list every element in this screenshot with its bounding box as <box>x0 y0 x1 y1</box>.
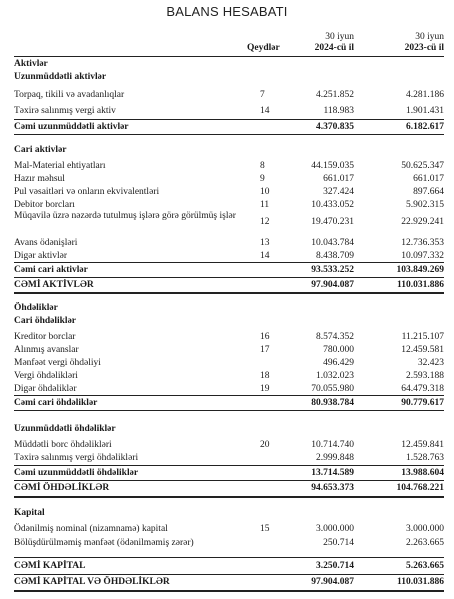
row-note: 13 <box>260 238 270 248</box>
row-value-2024: 80.938.784 <box>311 398 354 408</box>
divider <box>14 134 444 135</box>
row-note: 11 <box>260 200 270 210</box>
row-label: Müddətli borc öhdəlikləri <box>14 440 112 450</box>
row-note: 19 <box>260 384 270 394</box>
row-value-2023: 4.281.186 <box>406 90 444 100</box>
row-note: 18 <box>260 371 270 381</box>
table-row <box>14 236 444 250</box>
row-label: Cəmi uzunmüddətli aktivlər <box>14 122 129 132</box>
column-header-2024-year: 2024-cü il <box>314 43 354 53</box>
divider <box>14 292 444 294</box>
row-value-2024: 8.574.352 <box>316 332 354 342</box>
row-label: CƏMİ AKTİVLƏR <box>14 280 94 290</box>
table-row <box>14 211 444 237</box>
table-row <box>14 330 444 344</box>
row-value-2024: 3.250.714 <box>316 561 354 571</box>
table-row-total <box>14 120 444 134</box>
row-value-2023: 103.849.269 <box>396 265 444 275</box>
table-row-total <box>14 466 444 480</box>
row-value-2024: 3.000.000 <box>316 524 354 534</box>
row-value-2023: 5.263.665 <box>406 561 444 571</box>
row-value-2023: 32.423 <box>417 358 444 368</box>
row-value-2023: 1.528.763 <box>406 453 444 463</box>
row-value-2024: 97.904.087 <box>311 577 354 587</box>
row-note: 7 <box>260 90 265 100</box>
row-label: Digər öhdəliklər <box>14 384 77 394</box>
row-label: CƏMİ KAPİTAL <box>14 561 86 571</box>
row-value-2024: 661.017 <box>323 174 354 184</box>
row-value-2023: 10.097.332 <box>401 251 444 261</box>
divider <box>14 590 444 592</box>
row-value-2023: 3.000.000 <box>406 524 444 534</box>
row-value-2023: 2.593.188 <box>406 371 444 381</box>
column-header-2024-date: 30 iyun <box>325 32 354 42</box>
row-label: Digər aktivlər <box>14 251 68 261</box>
column-header-2023 <box>370 32 444 54</box>
table-row-total <box>14 263 444 277</box>
column-header-2024 <box>290 32 354 54</box>
row-label: Bölüşdürülməmiş mənfəət (ödənilməmiş zərər) <box>14 538 194 548</box>
table-row-grand-total <box>14 481 444 495</box>
row-value-2023: 12.459.581 <box>401 345 444 355</box>
row-label: Debitor borcları <box>14 200 75 210</box>
row-value-2024: 10.433.052 <box>311 200 354 210</box>
row-value-2023: 90.779.617 <box>401 398 444 408</box>
row-label: CƏMİ KAPİTAL VƏ ÖHDƏLİKLƏR <box>14 577 170 587</box>
row-value-2024: 327.424 <box>323 187 354 197</box>
row-value-2024: 780.000 <box>323 345 354 355</box>
table-row-grand-total <box>14 559 444 573</box>
row-label: Cəmi uzunmüddətli öhdəliklər <box>14 468 139 478</box>
column-header-2023-date: 30 iyun <box>415 32 444 42</box>
row-label: Cəmi cari aktivlər <box>14 265 88 275</box>
row-label: Mal-Material ehtiyatları <box>14 161 106 171</box>
row-value-2023: 11.215.107 <box>401 332 444 342</box>
table-row <box>14 343 444 357</box>
row-value-2023: 13.988.604 <box>401 468 444 478</box>
row-note: 17 <box>260 345 270 355</box>
row-value-2023: 661.017 <box>413 174 444 184</box>
row-label: Təxirə salınmış vergi aktiv <box>14 106 116 116</box>
row-value-2023: 22.929.241 <box>401 217 444 227</box>
row-value-2023: 6.182.617 <box>406 122 444 132</box>
row-note: 10 <box>260 187 270 197</box>
row-label: Hazır məhsul <box>14 174 65 184</box>
row-value-2024: 250.714 <box>323 538 354 548</box>
row-value-2023: 110.031.886 <box>397 280 444 290</box>
table-row-grand-total <box>14 278 444 292</box>
notes-column-header: Qeydlər <box>247 43 280 53</box>
row-value-2024: 4.251.852 <box>316 90 354 100</box>
row-label: Avans ödənişləri <box>14 238 78 248</box>
table-row <box>14 382 444 396</box>
row-value-2023: 897.664 <box>413 187 444 197</box>
row-label: Torpaq, tikili və avadanlıqlar <box>14 90 125 100</box>
row-value-2023: 5.902.315 <box>406 200 444 210</box>
table-row <box>14 159 444 173</box>
section-ohdelikler: Öhdəliklər <box>14 303 58 313</box>
table-row-grand-total <box>14 575 444 589</box>
row-value-2024: 118.983 <box>323 106 354 116</box>
table-row <box>14 185 444 199</box>
row-value-2024: 10.714.740 <box>311 440 354 450</box>
section-kapital: Kapital <box>14 508 45 518</box>
row-value-2024: 70.055.980 <box>311 384 354 394</box>
section-cari-aktivler: Cari aktivlər <box>14 145 67 155</box>
table-row-total <box>14 396 444 410</box>
section-cari-ohdelikler: Cari öhdəliklər <box>14 316 77 326</box>
table-row <box>14 88 444 102</box>
row-label: CƏMİ ÖHDƏLİKLƏR <box>14 483 110 493</box>
row-label: Alınmış avanslar <box>14 345 79 355</box>
table-row <box>14 198 444 212</box>
row-value-2024: 44.159.035 <box>311 161 354 171</box>
row-value-2023: 12.736.353 <box>401 238 444 248</box>
table-row <box>14 438 444 452</box>
row-value-2024: 1.032.023 <box>316 371 354 381</box>
row-value-2023: 1.901.431 <box>406 106 444 116</box>
header-divider <box>14 56 444 57</box>
row-value-2024: 94.653.373 <box>311 483 354 493</box>
row-note: 9 <box>260 174 265 184</box>
row-value-2024: 8.438.709 <box>316 251 354 261</box>
row-label: Kreditor borclar <box>14 332 76 342</box>
row-note: 20 <box>260 440 270 450</box>
row-note: 12 <box>260 217 270 227</box>
row-value-2023: 2.263.665 <box>406 538 444 548</box>
row-note: 14 <box>260 106 270 116</box>
row-value-2024: 93.533.252 <box>311 265 354 275</box>
row-value-2024: 10.043.784 <box>311 238 354 248</box>
table-row <box>14 536 444 550</box>
row-value-2023: 104.768.221 <box>396 483 444 493</box>
row-value-2023: 50.625.347 <box>401 161 444 171</box>
section-uzunmuddetli-aktivler: Uzunmüddətli aktivlər <box>14 72 107 82</box>
page-title: BALANS HESABATI <box>166 4 288 19</box>
divider <box>14 410 444 411</box>
row-value-2024: 496.429 <box>323 358 354 368</box>
table-row <box>14 451 444 465</box>
row-value-2024: 19.470.231 <box>311 217 354 227</box>
table-row <box>14 249 444 263</box>
section-uzunmuddetli-ohdelikler: Uzunmüddətli öhdəliklər <box>14 424 116 434</box>
row-note: 8 <box>260 161 265 171</box>
row-value-2024: 4.370.835 <box>316 122 354 132</box>
row-note: 15 <box>260 524 270 534</box>
row-label: Pul vəsaitləri və onların ekvivalentləri <box>14 187 160 197</box>
row-label: Təxirə salınmış vergi öhdəlikləri <box>14 453 139 463</box>
row-value-2024: 97.904.087 <box>311 280 354 290</box>
table-row <box>14 104 444 118</box>
row-value-2023: 64.479.318 <box>401 384 444 394</box>
column-header-2023-year: 2023-cü il <box>404 43 444 53</box>
row-label: Mənfəət vergi öhdəliyi <box>14 358 101 368</box>
table-row <box>14 356 444 370</box>
table-row <box>14 522 444 536</box>
table-row <box>14 369 444 383</box>
row-label: Cəmi cari öhdəliklər <box>14 398 98 408</box>
row-note: 16 <box>260 332 270 342</box>
section-aktivler: Aktivlər <box>14 59 48 69</box>
row-value-2024: 2.999.848 <box>316 453 354 463</box>
row-note: 14 <box>260 251 270 261</box>
row-label: Müqavilə üzrə nəzərdə tutulmuş işlərə görə görülmüş işlər <box>14 211 236 221</box>
row-value-2023: 12.459.841 <box>401 440 444 450</box>
row-value-2024: 13.714.589 <box>311 468 354 478</box>
row-value-2023: 110.031.886 <box>397 577 444 587</box>
divider <box>14 496 444 498</box>
divider <box>14 557 444 558</box>
row-label: Ödənilmiş nominal (nizamnamə) kapital <box>14 524 168 534</box>
table-row <box>14 172 444 186</box>
row-label: Vergi öhdəlikləri <box>14 371 78 381</box>
